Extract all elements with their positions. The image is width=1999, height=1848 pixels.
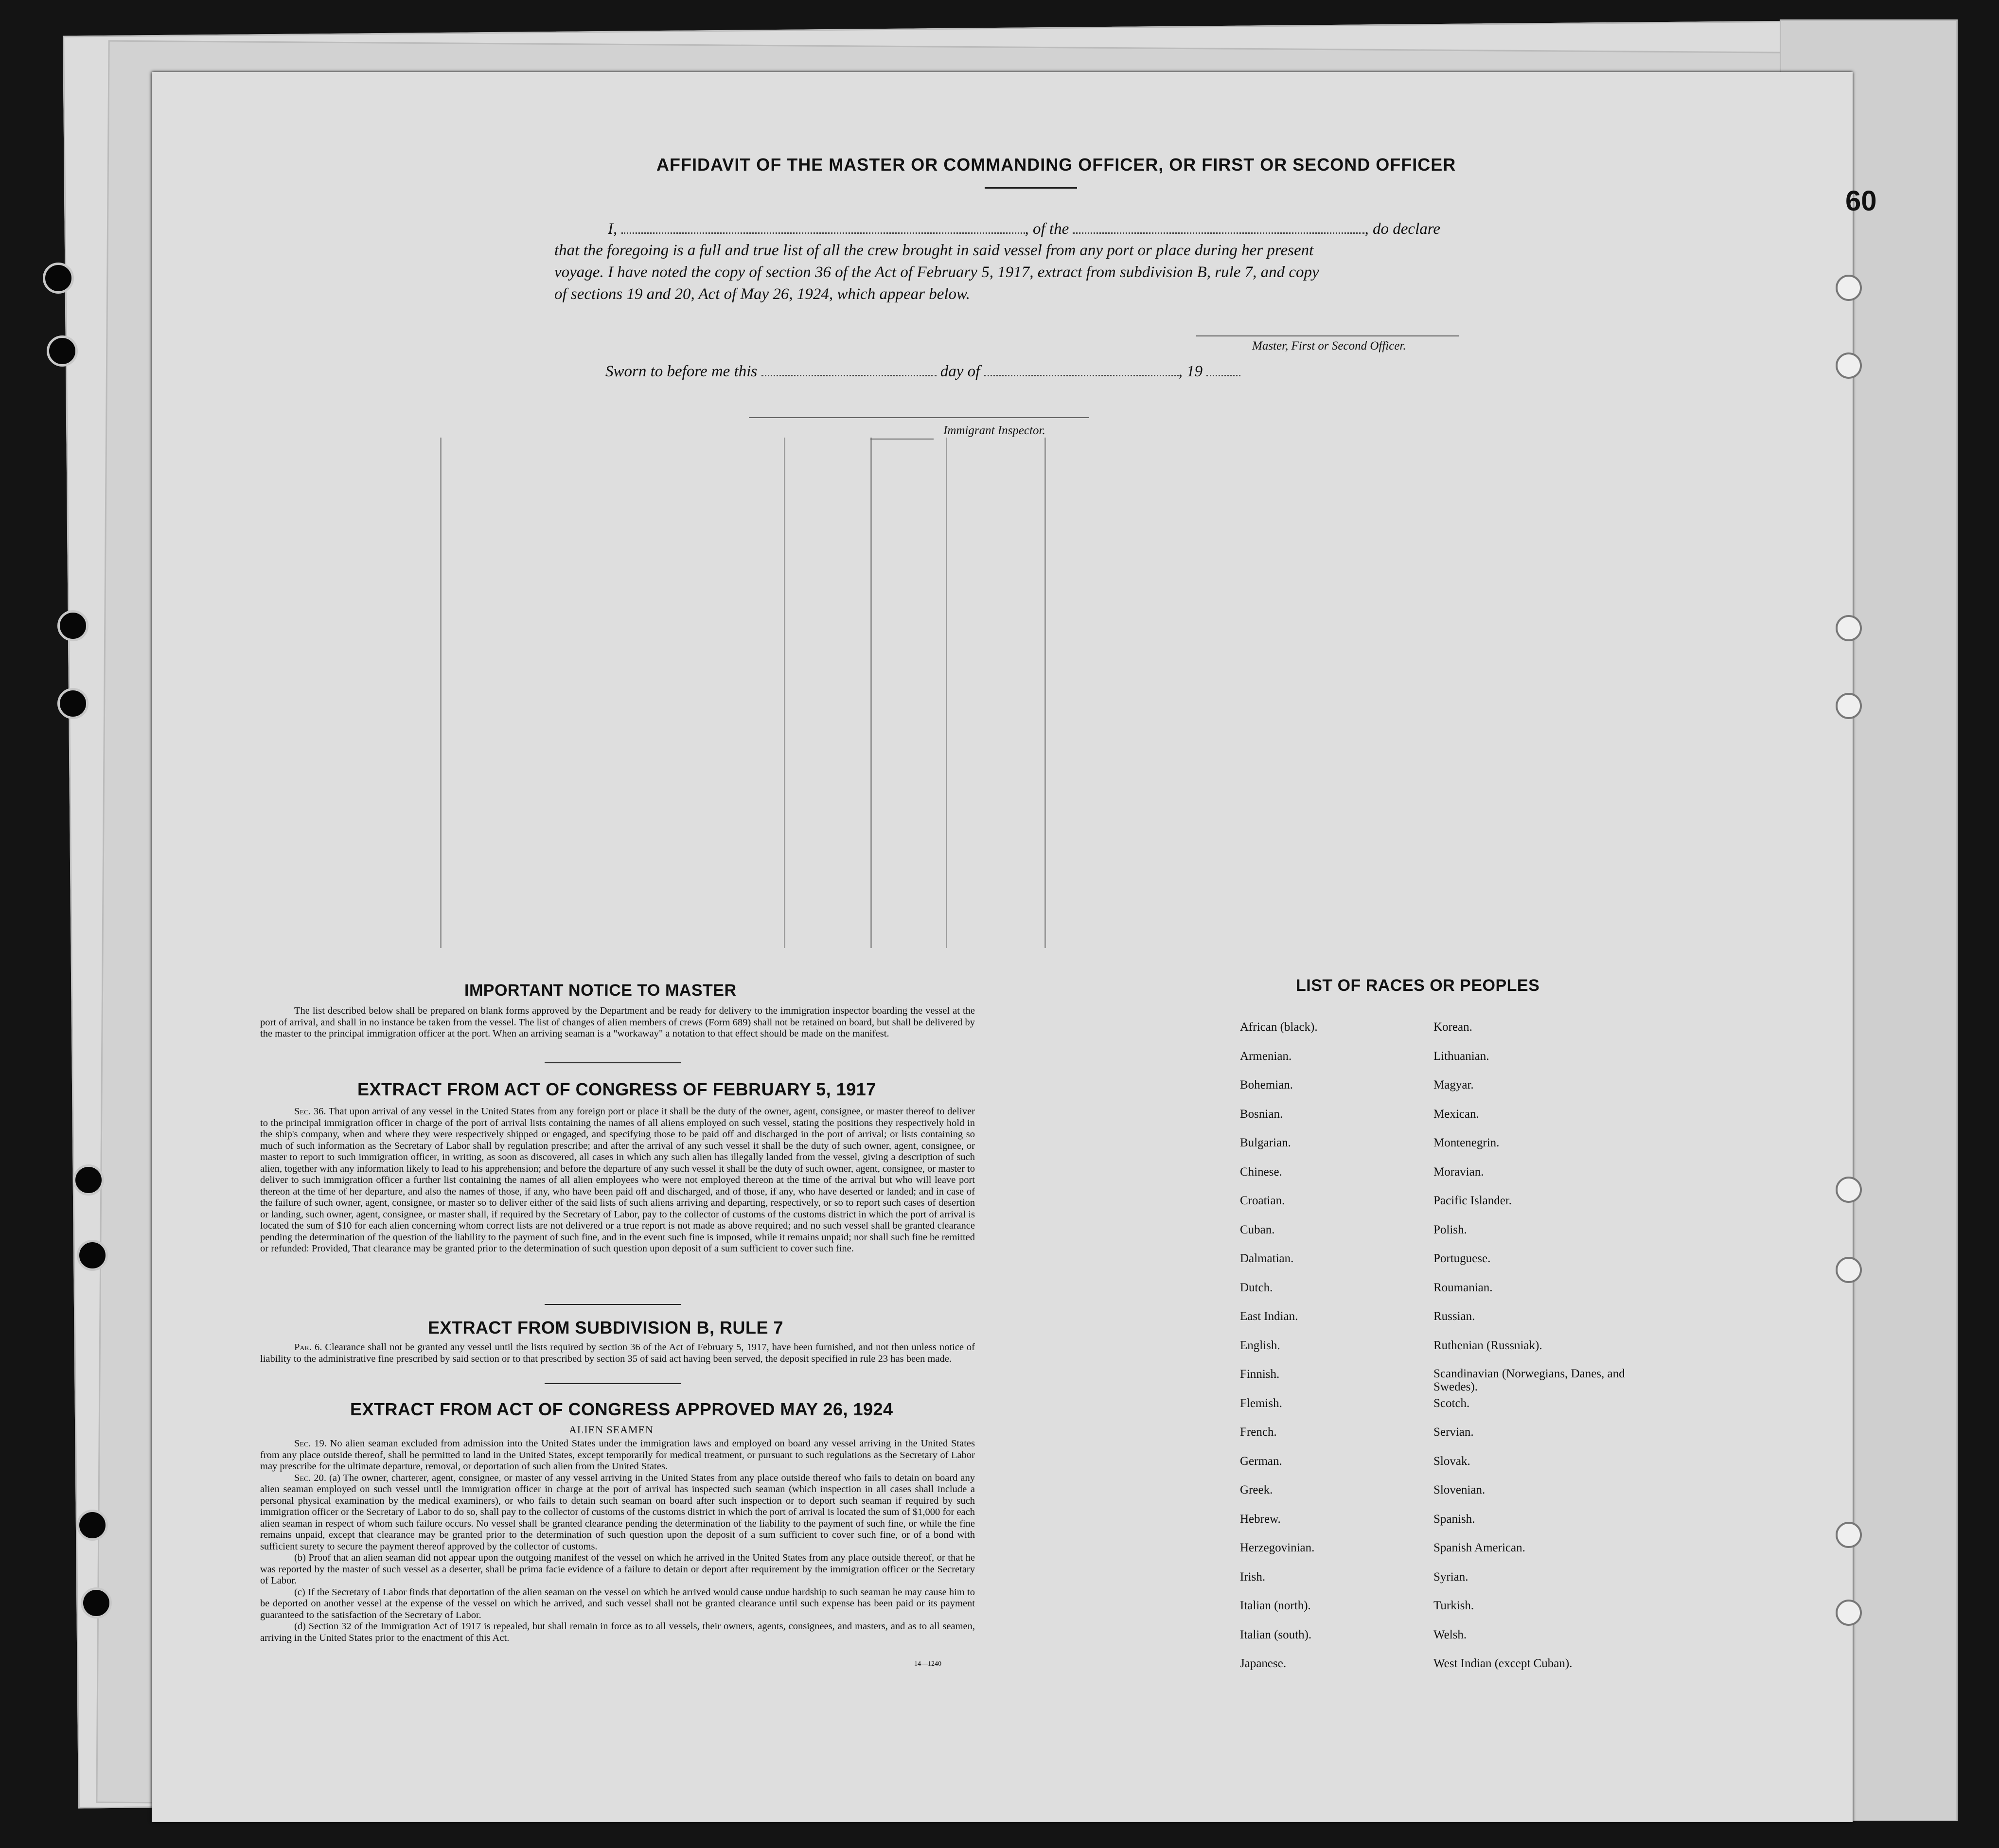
sec-36-text bbox=[260, 1106, 975, 1255]
race-item: Hebrew. bbox=[1240, 1512, 1281, 1526]
race-item: Flemish. bbox=[1240, 1396, 1282, 1410]
notice-heading: IMPORTANT NOTICE TO MASTER bbox=[464, 981, 737, 1000]
master-label: Master, First or Second Officer. bbox=[1252, 339, 1406, 352]
sec-20-label: Sec. 20. bbox=[294, 1472, 327, 1483]
alien-seamen-subheading: ALIEN SEAMEN bbox=[569, 1424, 654, 1436]
race-item: French. bbox=[1240, 1426, 1277, 1439]
sec-20a-text bbox=[260, 1473, 975, 1553]
binder-hole bbox=[77, 1240, 108, 1271]
race-item: Slovak. bbox=[1433, 1454, 1470, 1468]
race-item: Dutch. bbox=[1240, 1281, 1273, 1294]
race-item: Greek. bbox=[1240, 1483, 1273, 1496]
affidavit-line-3: voyage. I have noted the copy of section 36 of the Act of February 5, 1917, extract from subdivision B, rule 7, and copy bbox=[554, 264, 1319, 281]
race-item: Cuban. bbox=[1240, 1223, 1275, 1236]
day-of-label: day of bbox=[940, 363, 980, 380]
race-item: Herzegovinian. bbox=[1240, 1541, 1315, 1554]
sec-36-body: That upon arrival of any vessel in the United States from any foreign port or place it shall be the duty of the owner, agent, consignee, or master thereof to deliver to the principal immigration officer in charge of the port of arrival lists containing the names of all aliens employed on such vessel, stating the positions they respectively hold in the ship's company, when and where they were respectively shipped or engaged, and specifying those to be paid off and discharged in the port of arrival; or lists containing so much of such information as the Secretary of Labor shall by regulation prescribe; and after the arrival of any such vessel it shall be the duty of such owner, agent, consignee, or master to report to such immigration officer, in writing, as soon as discovered, all cases in which any such alien has illegally landed from the vessel, giving a description of such alien, together with any information likely to lead to his apprehension; and before the departure of any such vessel it shall be the duty of such owner, agent, consignee, or master to deliver to such immigration officer a further list containing the names of all alien employees who were not employed thereon at the time of the arrival but who will leave port thereon at the time of her departure, and also the names of those, if any, who have been paid off and discharged, and of those, if any, who have deserted or landed; and in case of the failure of such owner, agent, consignee, or master so to deliver either of the said lists of such aliens arriving and departing, respectively, or so to report such cases of desertion or landing, such owner, agent, consignee, or master shall, if required by the Secretary of Labor, pay to the collector of customs of the customs district in which the port of arrival is located the sum of $10 for each alien concerning whom correct lists are not delivered or a true report is not made as above required; and no such vessel shall be granted clearance pending the determination of the question of the liability to the payment of such fine, and in the event such fine is imposed, while it remains unpaid; nor shall such fine be remitted or refunded: Provided, That clearance may be granted prior to the determination of such question upon deposit of a sum sufficient to cover such fine. bbox=[260, 1106, 975, 1254]
year-prefix: , 19 bbox=[1178, 363, 1203, 380]
binder-hole bbox=[1836, 1600, 1862, 1626]
race-item: German. bbox=[1240, 1454, 1282, 1468]
bleed-column-line bbox=[946, 438, 947, 948]
race-item: Bohemian. bbox=[1240, 1078, 1293, 1091]
inspector-signature-line bbox=[749, 417, 1089, 418]
race-item: English. bbox=[1240, 1338, 1280, 1352]
sec-20d-text: (d) Section 32 of the Immigration Act of 1917 is repealed, but shall remain in force as to all vessels, their owners, agents, consignees, and masters, and as to all seamen, arriving in the United States prior to the enactment of this Act. bbox=[260, 1621, 975, 1643]
title-underline bbox=[985, 187, 1077, 189]
race-item: Finnish. bbox=[1240, 1368, 1280, 1381]
binder-hole bbox=[1836, 693, 1862, 719]
name-blank bbox=[621, 220, 1025, 234]
race-item: Bulgarian. bbox=[1240, 1136, 1291, 1149]
sec-19-text bbox=[260, 1438, 975, 1473]
race-item: Russian. bbox=[1433, 1310, 1475, 1323]
race-item: Turkish. bbox=[1433, 1599, 1474, 1612]
sworn-label: Sworn to before me this bbox=[605, 363, 758, 380]
race-item: Polish. bbox=[1433, 1223, 1467, 1236]
race-item: Pacific Islander. bbox=[1433, 1194, 1512, 1207]
year-blank bbox=[1206, 362, 1240, 376]
race-item: Scotch. bbox=[1433, 1396, 1470, 1410]
bleed-column-line bbox=[784, 438, 785, 948]
binder-hole bbox=[57, 688, 88, 719]
race-item: Syrian. bbox=[1433, 1570, 1468, 1584]
race-item: Scandinavian (Norwegians, Danes, and Swedes). bbox=[1433, 1367, 1625, 1393]
binder-hole bbox=[47, 335, 78, 367]
race-item: Spanish. bbox=[1433, 1512, 1475, 1526]
binder-hole bbox=[77, 1510, 108, 1541]
race-item: Servian. bbox=[1433, 1426, 1474, 1439]
race-item: Bosnian. bbox=[1240, 1107, 1283, 1121]
race-item: Japanese. bbox=[1240, 1657, 1287, 1670]
race-item: Roumanian. bbox=[1433, 1281, 1493, 1294]
day-blank bbox=[761, 362, 937, 376]
inspector-dotted-lead bbox=[870, 439, 934, 440]
race-item: Lithuanian. bbox=[1433, 1049, 1489, 1063]
race-item: Slovenian. bbox=[1433, 1483, 1486, 1496]
race-item: Korean. bbox=[1433, 1021, 1472, 1034]
sec-20c-text: (c) If the Secretary of Labor finds that deportation of the alien seaman on the vessel on which he arrived would cause undue hardship to such seaman he may cause him to be deported on another vessel at the expense of the vessel on which he arrived, and such vessel shall not be granted clearance until such expense has been paid or its payment guaranteed to the satisfaction of the Secretary of Labor. bbox=[260, 1586, 975, 1620]
notice-text: The list described below shall be prepared on blank forms approved by the Department and be ready for delivery to the immigration inspector boarding the vessel at the port of arrival, and shall in no instance be taken from the vessel. The list of changes of alien members of crews (Form 689) shall not be retained on board, but shall be delivered by the master to the principal immigration officer at the port. When an arriving seaman is a "workaway" a notation to that effect should be made on the manifest. bbox=[260, 1005, 975, 1039]
race-item: East Indian. bbox=[1240, 1310, 1298, 1323]
subdivision-b-heading: EXTRACT FROM SUBDIVISION B, RULE 7 bbox=[428, 1318, 784, 1338]
inspector-label: Immigrant Inspector. bbox=[943, 424, 1045, 437]
bleed-column-line bbox=[870, 438, 872, 948]
affidavit-line-4: of sections 19 and 20, Act of May 26, 1924, which appear below. bbox=[554, 285, 970, 303]
divider bbox=[545, 1304, 681, 1305]
races-heading: LIST OF RACES OR PEOPLES bbox=[1296, 976, 1540, 995]
race-item: Welsh. bbox=[1433, 1628, 1467, 1641]
sec-36-label: Sec. 36. bbox=[294, 1106, 326, 1117]
binder-hole bbox=[1836, 1257, 1862, 1283]
sec-19-body: No alien seaman excluded from admission into the United States under the immigration laws and employed on board any vessel arriving in the United States from any place outside thereof, shall be permitted to land in the United States, except temporarily for medical treatment, or pursuant to such regulations as the Secretary of Labor may prescribe for the ultimate departure, removal, or deportation of such alien from the United States. bbox=[260, 1438, 975, 1472]
extract-1924-heading: EXTRACT FROM ACT OF CONGRESS APPROVED MAY 26, 1924 bbox=[350, 1399, 893, 1419]
binder-hole bbox=[57, 610, 88, 641]
bleed-column-line bbox=[440, 438, 442, 948]
race-item: Italian (south). bbox=[1240, 1628, 1312, 1641]
sworn-line bbox=[605, 362, 1286, 381]
binder-hole bbox=[1836, 615, 1862, 641]
master-signature-line bbox=[1196, 335, 1459, 336]
affidavit-of-the: , of the bbox=[1025, 220, 1069, 238]
divider bbox=[545, 1062, 681, 1063]
binder-hole bbox=[73, 1164, 104, 1196]
race-item: Portuguese. bbox=[1433, 1252, 1491, 1265]
extract-1917-heading: EXTRACT FROM ACT OF CONGRESS OF FEBRUARY 5, 1917 bbox=[357, 1079, 876, 1099]
bleed-column-line bbox=[1044, 438, 1046, 948]
affidavit-i: I, bbox=[608, 220, 618, 238]
race-item: Magyar. bbox=[1433, 1078, 1474, 1091]
extract-1924-body bbox=[260, 1438, 975, 1644]
binder-hole bbox=[81, 1587, 112, 1619]
form-number: 14—1240 bbox=[914, 1660, 941, 1668]
race-item: Moravian. bbox=[1433, 1165, 1484, 1179]
affidavit-line-1 bbox=[608, 220, 1505, 238]
race-item: Italian (north). bbox=[1240, 1599, 1311, 1612]
par-6-label: Par. 6. bbox=[294, 1342, 322, 1353]
race-item: Chinese. bbox=[1240, 1165, 1282, 1179]
binder-hole bbox=[1836, 275, 1862, 301]
race-item: Mexican. bbox=[1433, 1107, 1479, 1121]
page-number: 60 bbox=[1845, 185, 1877, 217]
race-item: African (black). bbox=[1240, 1021, 1318, 1034]
affidavit-line-2: that the foregoing is a full and true list of all the crew brought in said vessel from any port or place during her present bbox=[554, 242, 1314, 259]
affidavit-title: AFFIDAVIT OF THE MASTER OR COMMANDING OFFICER, OR FIRST OR SECOND OFFICER bbox=[656, 155, 1456, 175]
vessel-blank bbox=[1073, 220, 1364, 234]
race-item: Dalmatian. bbox=[1240, 1252, 1294, 1265]
par-6-text bbox=[260, 1342, 975, 1365]
affidavit-declare: , do declare bbox=[1364, 220, 1440, 238]
binder-hole bbox=[1836, 1522, 1862, 1548]
race-item: West Indian (except Cuban). bbox=[1433, 1657, 1573, 1670]
race-item: Spanish American. bbox=[1433, 1541, 1525, 1554]
race-item: Ruthenian (Russniak). bbox=[1433, 1338, 1542, 1352]
race-item: Montenegrin. bbox=[1433, 1136, 1500, 1149]
races-column-2 bbox=[1433, 1020, 1638, 1686]
race-item: Armenian. bbox=[1240, 1049, 1292, 1063]
binder-hole bbox=[43, 263, 74, 294]
par-6-body: Clearance shall not be granted any vessel until the lists required by section 36 of the Act of February 5, 1917, have been furnished, and not then unless notice of liability to the administrative fine prescribed by said section or to that prescribed by section 35 of said act having been served, the deposit specified in rule 23 has been made. bbox=[260, 1342, 975, 1364]
sec-20a-body: (a) The owner, charterer, agent, consignee, or master of any vessel arriving in the United States from any place outside thereof who fails to detain on board any alien seaman employed on such vessel until the immigration officer in charge at the port of arrival has inspected such seaman (which inspection in all cases shall include a personal physical examination by the medical examiners), or who fails to detain such seaman on board after such inspection or to deport such seaman if required by such immigration officer or the Secretary of Labor to do so, shall pay to the collector of customs of the customs district in which the port of arrival is located the sum of $1,000 for each alien seaman in respect of whom such failure occurs. No vessel shall be granted clearance pending the determination of the liability to the payment of such fine, or while the fine remains unpaid, except that clearance may be granted prior to the determination of such question upon the deposit of a sum sufficient to cover such fine, or of a bond with sufficient surety to secure the payment thereof approved by the collector of customs. bbox=[260, 1472, 975, 1552]
sec-20b-text: (b) Proof that an alien seaman did not appear upon the outgoing manifest of the vessel on which he arrived in the United States from any place outside thereof, or that he was reported by the master of such vessel as a deserter, shall be prima facie evidence of a failure to detain or deport after requirement by the immigration officer or the Secretary of Labor. bbox=[260, 1552, 975, 1586]
divider bbox=[545, 1383, 681, 1384]
sec-19-label: Sec. 19. bbox=[294, 1438, 327, 1449]
binder-hole bbox=[1836, 1177, 1862, 1203]
race-item: Croatian. bbox=[1240, 1194, 1285, 1207]
races-column-1 bbox=[1240, 1020, 1415, 1686]
month-blank bbox=[984, 362, 1179, 376]
race-item: Irish. bbox=[1240, 1570, 1266, 1584]
binder-hole bbox=[1836, 352, 1862, 379]
